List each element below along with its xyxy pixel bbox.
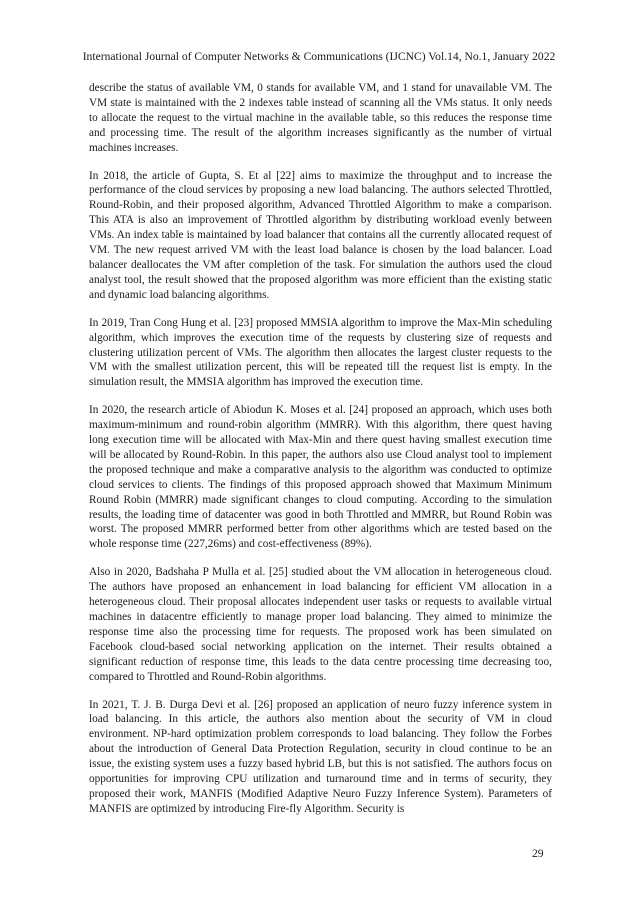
paragraph-moses-2020: In 2020, the research article of Abiodun K. Moses et al. [24] proposed an approach, which uses both maximum-minimum and round-robin algorithm (MMRR). With this algorithm, there quest having long execution time will be allocated with Max-Min and there quest having smallest execution time will be allocated by Round-Robin. In this paper, the authors also use Cloud analyst tool to implement the proposed technique and make a comparative analysis to the algorithm was conducted to optimize cloud services to clients. The findings of this proposed approach showed that Maximum Minimum Round Robin (MMRR) made significant changes to cloud computing. According to the simulation results, the loading time of datacenter was good in both Throttled and MMRR, but Round Robin was worst. The proposed MMRR performed better from other algorithms which are tested based on the whole response time (227,26ms) and cost-effectiveness (89%). [89,404,552,551]
page-number: 29 [532,847,544,860]
body-text [89,81,552,830]
running-header: International Journal of Computer Networks & Communications (IJCNC) Vol.14, No.1, January 2022 [82,50,556,63]
paragraph-hung-2019: In 2019, Tran Cong Hung et al. [23] proposed MMSIA algorithm to improve the Max-Min scheduling algorithm, which improves the execution time of the requests by clustering size of requests and clustering utilization percent of VMs. The algorithm then allocates the largest cluster requests to the VM with the smallest utilization percent, this will be repeated till the request list is empty. In the simulation result, the MMSIA algorithm has improved the execution time. [89,316,552,389]
paragraph-vm-status: describe the status of available VM, 0 stands for available VM, and 1 stand for unavailable VM. The VM state is maintained with the 2 indexes table instead of scanning all the VMs status. It only needs to allocate the request to the virtual machine in the available table, so this reduces the response time and processing time. The result of the algorithm increases significantly as the number of virtual machines increases. [89,82,552,154]
paragraph-mulla-2020: Also in 2020, Badshaha P Mulla et al. [25] studied about the VM allocation in heterogeneous cloud. The authors have proposed an enhancement in load balancing for efficient VM allocation in a heterogeneous cloud. Their proposal allocates independent user tasks or requests to available virtual machines in datacentre efficiently to manage proper load balancing. They aimed to minimize the response time also the processing time for requests. The proposed work has been simulated on Facebook cloud-based social networking application on the internet. Their results obtained a significant reduction of response time, this leads to the data centre processing time decreasing too, compared to Throttled and Round-Robin algorithms. [89,566,552,683]
paragraph-gupta-2018: In 2018, the article of Gupta, S. Et al [22] aims to maximize the throughput and to increase the performance of the cloud services by proposing a new load balancing. The authors selected Throttled, Round-Robin, and their proposed algorithm, Advanced Throttled Algorithm to make a comparison. This ATA is also an improvement of Throttled algorithm by distributing workload evenly between VMs. An index table is maintained by load balancer that contains all the currently allocated request of VM. The new request arrived VM with the least load balance is chosen by the load balancer. Load balancer deallocates the VM after completion of the task. For simulation the authors used the cloud analyst tool, the result showed that the proposed algorithm was more efficient than the existing static and dynamic load balancing algorithms. [89,169,552,301]
paragraph-devi-2021: In 2021, T. J. B. Durga Devi et al. [26] proposed an application of neuro fuzzy inference system in load balancing. In this article, the authors also mention about the security of VM in cloud environment. NP-hard optimization problem corresponds to load balancing. They follow the Forbes about the introduction of General Data Protection Regulation, security in cloud continue to be an issue, the existing system uses a fuzzy based hybrid LB, but this is not satisfied. The authors focus on opportunities for improving CPU utilization and turnaround time and in terms of security, they proposed their work, MANFIS (Modified Adaptive Neuro Fuzzy Inference System). Parameters of MANFIS are optimized by introducing Fire-fly Algorithm. Security is [89,698,552,815]
